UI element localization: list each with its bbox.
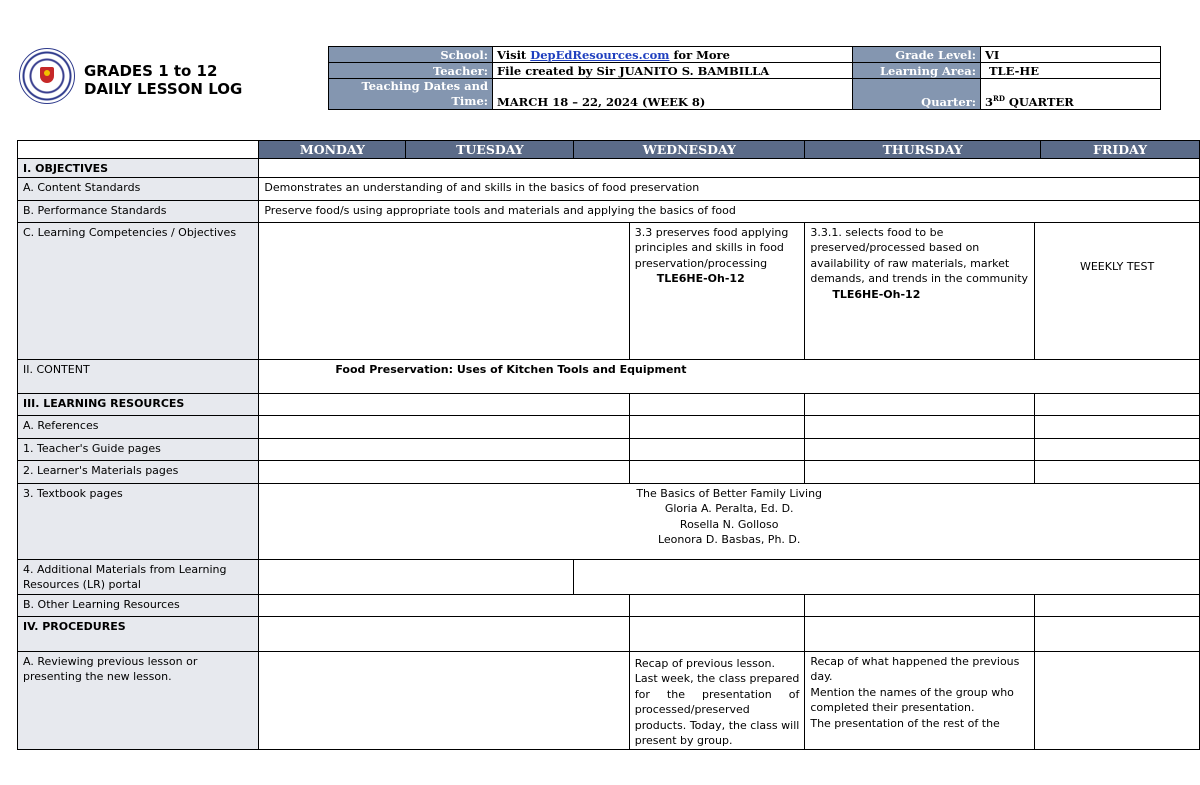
lm-fri <box>1035 460 1200 483</box>
olr-wed <box>629 594 805 616</box>
textbook-author-2: Rosella N. Golloso <box>679 517 779 531</box>
daily-lesson-log-table <box>17 140 1200 750</box>
proc-thu <box>805 616 1035 651</box>
teaching-dates-label: Teaching Dates and Time: <box>329 79 493 110</box>
lm-wed <box>629 460 805 483</box>
olr-thu <box>805 594 1035 616</box>
lr-wed <box>629 393 805 415</box>
tg-fri <box>1035 438 1200 460</box>
teacher-label: Teacher: <box>329 63 493 79</box>
day-header-friday: FRIDAY <box>1041 141 1200 159</box>
review-thursday: Recap of what happened the previous day. Mention the names of the group who completed their presentation. The presentation of the rest of the <box>805 651 1035 749</box>
references-label: A. References <box>18 415 259 438</box>
deped-resources-link[interactable]: DepEdResources.com <box>530 48 670 62</box>
grade-level-label: Grade Level: <box>853 47 981 63</box>
school-label: School: <box>329 47 493 63</box>
ref-thu <box>805 415 1035 438</box>
quarter-label: Quarter: <box>853 79 981 110</box>
teaching-dates-value: MARCH 18 – 22, 2024 (WEEK 8) <box>493 79 853 110</box>
title-line-2: DAILY LESSON LOG <box>84 80 243 98</box>
header-blank-cell <box>18 141 259 159</box>
title-line-1: GRADES 1 to 12 <box>84 62 218 80</box>
am-wed-fri <box>574 559 1200 594</box>
competencies-wednesday: 3.3 preserves food applying principles and skills in food preservation/processing TLE6HE-Oh-12 <box>629 222 805 359</box>
content-value: Food Preservation: Uses of Kitchen Tools and Equipment <box>259 359 1200 393</box>
objectives-value <box>259 159 1200 178</box>
learning-area-value: TLE-HE <box>981 63 1161 79</box>
header-info-table <box>328 46 1161 110</box>
wednesday-competency-code: TLE6HE-Oh-12 <box>656 272 745 285</box>
quarter-value: 3RD QUARTER <box>981 79 1161 110</box>
teacher-value: File created by Sir JUANITO S. BAMBILLA <box>493 63 853 79</box>
additional-materials-label: 4. Additional Materials from Learning Resources (LR) portal <box>18 559 259 594</box>
day-header-wednesday: WEDNESDAY <box>574 141 805 159</box>
ref-mon-tue <box>259 415 629 438</box>
deped-seal-logo <box>19 48 75 104</box>
learning-area-label: Learning Area: <box>853 63 981 79</box>
competencies-mon-tue <box>259 222 629 359</box>
content-standards-label: A. Content Standards <box>18 177 259 200</box>
review-mon-tue <box>259 651 629 749</box>
grade-level-value: VI <box>981 47 1161 63</box>
other-resources-label: B. Other Learning Resources <box>18 594 259 616</box>
textbook-value <box>259 483 1200 559</box>
lr-mon-tue <box>259 393 629 415</box>
school-value: Visit DepEdResources.com for More <box>493 47 853 63</box>
lm-mon-tue <box>259 460 629 483</box>
review-wednesday: Recap of previous lesson. Last week, the class prepared for the presentation of processed/preserved products. Today, the class will present by group. <box>629 651 805 749</box>
competencies-friday: WEEKLY TEST <box>1035 222 1200 359</box>
review-fri <box>1035 651 1200 749</box>
learners-materials-label: 2. Learner's Materials pages <box>18 460 259 483</box>
textbook-label: 3. Textbook pages <box>18 483 259 559</box>
reviewing-lesson-label: A. Reviewing previous lesson or presenting the new lesson. <box>18 651 259 749</box>
competencies-label: C. Learning Competencies / Objectives <box>18 222 259 359</box>
performance-standards-value: Preserve food/s using appropriate tools and materials and applying the basics of food <box>259 200 1200 222</box>
olr-mon-tue <box>259 594 629 616</box>
day-header-tuesday: TUESDAY <box>406 141 574 159</box>
content-label: II. CONTENT <box>18 359 259 393</box>
performance-standards-label: B. Performance Standards <box>18 200 259 222</box>
tg-thu <box>805 438 1035 460</box>
document-title <box>84 62 242 98</box>
learning-resources-label: III. LEARNING RESOURCES <box>18 393 259 415</box>
tg-mon-tue <box>259 438 629 460</box>
proc-mon-tue <box>259 616 629 651</box>
content-standards-value: Demonstrates an understanding of and skills in the basics of food preservation <box>259 177 1200 200</box>
textbook-title: The Basics of Better Family Living <box>636 486 823 500</box>
ref-wed <box>629 415 805 438</box>
tg-wed <box>629 438 805 460</box>
proc-wed <box>629 616 805 651</box>
day-header-monday: MONDAY <box>259 141 406 159</box>
day-header-thursday: THURSDAY <box>805 141 1041 159</box>
thursday-competency-code: TLE6HE-Oh-12 <box>832 287 921 301</box>
olr-fri <box>1035 594 1200 616</box>
lm-thu <box>805 460 1035 483</box>
objectives-label: I. OBJECTIVES <box>18 159 259 178</box>
lr-fri <box>1035 393 1200 415</box>
lr-thu <box>805 393 1035 415</box>
teachers-guide-label: 1. Teacher's Guide pages <box>18 438 259 460</box>
textbook-author-1: Gloria A. Peralta, Ed. D. <box>664 502 794 515</box>
ref-fri <box>1035 415 1200 438</box>
am-mon-tue <box>259 559 574 594</box>
textbook-author-3: Leonora D. Basbas, Ph. D. <box>657 533 801 546</box>
proc-fri <box>1035 616 1200 651</box>
procedures-label: IV. PROCEDURES <box>18 616 259 651</box>
competencies-thursday: 3.3.1. selects food to be preserved/processed based on availability of raw materials, market demands, and trends in the community TLE6HE-Oh-12 <box>805 222 1035 359</box>
